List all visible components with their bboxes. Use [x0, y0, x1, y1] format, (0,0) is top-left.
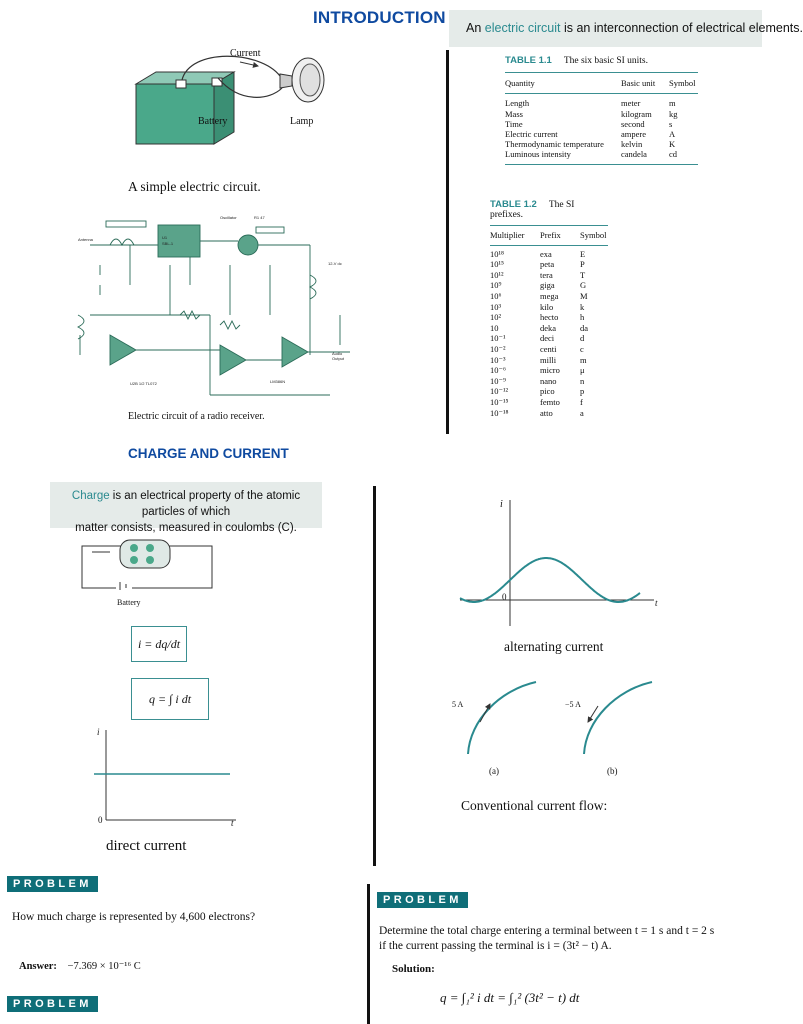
table-cell: c [580, 343, 584, 354]
table-cell: pico [540, 386, 555, 397]
table-cell: 10⁻¹² [490, 386, 509, 397]
table-title: TABLE 1.1 The six basic SI units. [505, 55, 648, 66]
table-row [490, 365, 608, 376]
table-row [505, 149, 698, 159]
table-cell: second [621, 118, 645, 129]
table-row [490, 376, 608, 387]
battery-label: Battery [117, 598, 141, 607]
table-row [505, 98, 698, 108]
radio-receiver-schematic [70, 205, 370, 410]
dc-caption: direct current [106, 838, 187, 854]
table-cell: kelvin [621, 139, 643, 150]
ac-graph [456, 496, 666, 631]
table-cell: mega [540, 290, 559, 301]
table-row [490, 355, 608, 366]
svg-text:R1 47: R1 47 [254, 215, 265, 220]
table-cell: cd [669, 149, 678, 160]
problem-answer: Answer: −7.369 × 10⁻¹⁶ C [19, 961, 141, 972]
table-header-row: Multiplier Prefix Symbol [490, 230, 607, 241]
definition-term: electric circuit [484, 21, 561, 35]
battery-figure-caption: A simple electric circuit. [128, 179, 261, 194]
table-cell: atto [540, 407, 553, 418]
table-row [490, 291, 608, 302]
radio-figure-caption: Electric circuit of a radio receiver. [128, 411, 265, 422]
table-row [490, 280, 608, 291]
table-cell: M [580, 290, 588, 301]
table-cell: ampere [621, 129, 647, 140]
problem-question: How much charge is represented by 4,600 electrons? [12, 911, 256, 923]
table-cell: giga [540, 280, 555, 291]
flow-a-label: (a) [489, 766, 499, 776]
table-cell: hecto [540, 312, 559, 323]
table-cell: k [580, 301, 585, 312]
ac-caption: alternating current [504, 639, 604, 654]
table-cell: 10¹⁵ [490, 259, 505, 270]
table-cell: exa [540, 248, 552, 259]
table-row [490, 344, 608, 355]
si-units-table [505, 56, 698, 165]
problem-badge: PROBLEM [7, 876, 98, 892]
table-cell: a [580, 407, 584, 418]
table-row [490, 386, 608, 397]
table-cell: meter [621, 98, 641, 109]
dc-graph [88, 724, 248, 834]
table-cell: 10⁻¹⁵ [490, 396, 509, 407]
solution-equation: q = ∫₁² i dt = ∫₁² (3t² − t) dt [440, 990, 580, 1005]
table-cell: d [580, 333, 585, 344]
si-prefixes-table [490, 200, 608, 418]
table-cell: μ [580, 365, 585, 376]
table-cell: s [669, 118, 673, 129]
flow-a-value: 5 A [452, 700, 464, 709]
table-cell: Electric current [505, 129, 558, 140]
table-cell: m [580, 354, 587, 365]
table-cell: 10⁻² [490, 343, 506, 354]
flow-b-label: (b) [607, 766, 618, 776]
table-cell: 10⁻¹⁸ [490, 407, 509, 418]
table-cell: P [580, 259, 585, 270]
table-cell: 10⁻¹ [490, 333, 506, 344]
table-row [490, 397, 608, 408]
table-cell: 10¹² [490, 269, 504, 280]
table-cell: E [580, 248, 586, 259]
table-cell: nano [540, 375, 557, 386]
svg-text:Output: Output [332, 356, 345, 361]
charge-definition: Charge is an electrical property of the atomic particles of which [71, 490, 301, 518]
table-cell: tera [540, 269, 553, 280]
table-row [505, 119, 698, 129]
svg-text:U1: U1 [162, 235, 168, 240]
axis-zero-label: 0 [502, 592, 507, 602]
table-cell: 10⁻⁹ [490, 375, 506, 386]
table-cell: kg [669, 108, 678, 119]
table-row [490, 323, 608, 334]
svg-text:SBL-1: SBL-1 [162, 241, 174, 246]
table-cell: micro [540, 365, 560, 376]
table-cell: peta [540, 259, 555, 270]
table-cell: candela [621, 149, 647, 160]
axis-zero-label: 0 [98, 815, 103, 825]
table-row [490, 333, 608, 344]
conductor-figure [80, 538, 220, 598]
table-row [490, 259, 608, 270]
svg-text:U2B 1/2 TL072: U2B 1/2 TL072 [130, 381, 157, 386]
table-row [490, 270, 608, 281]
table-cell: n [580, 375, 585, 386]
table-cell: m [669, 98, 676, 109]
table-row [505, 129, 698, 139]
table-cell: 10³ [490, 301, 502, 312]
flow-b-value: −5 A [565, 700, 581, 709]
flow-caption: Conventional current flow: [461, 798, 608, 813]
problem-question: Determine the total charge entering a terminal between t = 1 s and t = 2 s if the current passing the terminal is i = (3t² − t) A. [379, 925, 715, 952]
section-title: CHARGE AND CURRENT [128, 446, 289, 461]
table-cell: femto [540, 396, 560, 407]
table-cell: Thermodynamic temperature [505, 139, 604, 150]
table-cell: Mass [505, 108, 523, 119]
charge-formula: q = ∫ i dt [131, 678, 209, 720]
svg-text:Oscillator: Oscillator [220, 215, 237, 220]
svg-text:Antenna: Antenna [78, 237, 93, 242]
axis-i-label: i [97, 727, 100, 737]
solution-label: Solution: [392, 963, 435, 975]
table-cell: milli [540, 354, 557, 365]
table-cell: T [580, 269, 586, 280]
table-cell: 10¹⁸ [490, 248, 505, 259]
column-divider [446, 50, 449, 434]
charge-definition-box: Charge is an electrical property of the atomic particles of which matter consists, measured in coulombs (C). [50, 482, 322, 528]
circuit-definition: An electric circuit is an interconnection of electrical elements. [466, 21, 803, 35]
current-flow-figure [460, 670, 660, 760]
table-cell: h [580, 312, 585, 323]
table-cell: 10⁻⁶ [490, 365, 506, 376]
table-cell: Time [505, 118, 523, 129]
table-row [490, 302, 608, 313]
table-cell: 10⁻³ [490, 354, 506, 365]
table-cell: centi [540, 343, 557, 354]
table-row [490, 312, 608, 323]
table-header-row: Quantity Basic unit Symbol [505, 78, 696, 89]
axis-t-label: t [655, 598, 658, 608]
table-cell: K [669, 139, 676, 150]
axis-t-label: t [231, 818, 234, 828]
table-cell: 10 [490, 322, 499, 333]
page-title: INTRODUCTION [313, 8, 446, 27]
current-label: Current [230, 48, 261, 59]
table-cell: p [580, 386, 585, 397]
table-cell: 10⁶ [490, 290, 502, 301]
table-row [505, 139, 698, 149]
lamp-label: Lamp [290, 116, 314, 127]
table-row [505, 109, 698, 119]
table-title: TABLE 1.2 The SI prefixes. [490, 199, 575, 221]
svg-text:Audio: Audio [332, 351, 343, 356]
svg-text:12-V dc: 12-V dc [328, 261, 342, 266]
table-cell: Length [505, 98, 530, 109]
problem-badge: PROBLEM [7, 996, 98, 1012]
table-cell: kilo [540, 301, 554, 312]
table-cell: 10⁹ [490, 280, 502, 291]
current-formula: i = dq/dt [131, 626, 187, 662]
problem-badge: PROBLEM [377, 892, 468, 908]
circuit-definition-box [449, 10, 803, 47]
table-cell: da [580, 322, 589, 333]
axis-i-label: i [500, 499, 503, 510]
table-cell: f [580, 396, 583, 407]
table-row [490, 408, 608, 419]
table-row [490, 249, 608, 260]
table-cell: 10² [490, 312, 502, 323]
table-cell: G [580, 280, 587, 291]
table-cell: deka [540, 322, 557, 333]
column-divider [373, 486, 376, 866]
table-cell: Luminous intensity [505, 149, 571, 160]
table-cell: deci [540, 333, 555, 344]
svg-text:LM386N: LM386N [270, 379, 286, 384]
battery-label: Battery [198, 116, 228, 127]
battery-lamp-figure [130, 44, 350, 164]
column-divider [367, 884, 370, 1024]
table-cell: kilogram [621, 108, 652, 119]
table-cell: A [669, 129, 676, 140]
